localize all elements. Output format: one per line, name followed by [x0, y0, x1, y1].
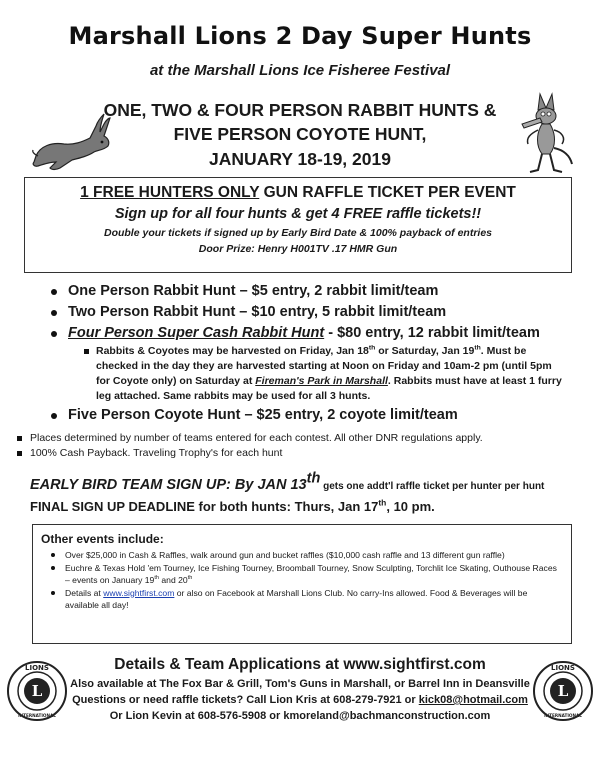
hunt-list [48, 281, 588, 426]
raffle-offer [25, 182, 571, 203]
rules-sup-1: th [368, 344, 376, 352]
early-bird-section [30, 470, 590, 517]
hunt-rules [82, 344, 566, 404]
footer-locations: Also available at The Fox Bar & Grill, Tom's Guns in Marshall, or Barrel Inn in Deansville [70, 678, 530, 690]
lions-logo-top-right: LIONS [551, 664, 575, 672]
raffle-signup-bonus: Sign up for all four hunts & get 4 FREE raffle tickets!! [114, 206, 482, 222]
coyote-icon [510, 90, 580, 176]
headline-line-2: FIVE PERSON COYOTE HUNT, [173, 124, 427, 144]
final-deadline-sup: th [378, 497, 387, 508]
footer-questions-text: Questions or need raffle tickets? Call Lion Kris at 608-279-7921 or [72, 694, 419, 706]
early-bird-line [30, 470, 590, 497]
footer-contact-kevin: Or Lion Kevin at 608-576-5908 or kmoreland@bachmanconstruction.com [109, 710, 491, 722]
footer-email-link[interactable]: kick08@hotmail.com [418, 694, 528, 706]
hunt-four-person-details: - $80 entry, 12 rabbit limit/team [324, 325, 540, 341]
rules-text-b: or Saturday, Jan 19 [375, 345, 475, 357]
early-bird-lead: EARLY BIRD TEAM SIGN UP: By JAN 13 [30, 477, 307, 493]
final-deadline-b: , 10 pm. [386, 499, 435, 514]
final-deadline-a: FINAL SIGN UP DEADLINE for both hunts: Thurs, Jan 17 [30, 499, 379, 514]
footer [0, 654, 600, 724]
final-deadline-line [30, 497, 590, 517]
event-cash-raffles: Over $25,000 in Cash & Raffles, walk around gun and bucket raffles ($10,000 cash raffle and 13 different gun raffle) [41, 549, 563, 562]
raffle-offer-rest: GUN RAFFLE TICKET PER EVENT [259, 184, 516, 201]
door-prize: Door Prize: Henry H001TV .17 HMR Gun [198, 243, 398, 255]
headline-line-3: JANUARY 18-19, 2019 [209, 149, 391, 169]
flyer-title: Marshall Lions 2 Day Super Hunts [68, 22, 532, 50]
other-events-title: Other events include: [41, 532, 164, 546]
footer-title: Details & Team Applications at www.sightfirst.com [114, 656, 486, 673]
rules-text-c: . Must be checked in the day they are harvested starting at Noon on Friday and 10am-2 pm (until 5pm for Coyote only) on Saturday at [96, 345, 552, 387]
notes-list [14, 431, 584, 461]
rules-text-a: Rabbits & Coyotes may be harvested on Friday, Jan 18 [96, 345, 369, 357]
event-tourneys-and: and 20 [159, 575, 188, 585]
event-tourneys-text: Euchre & Texas Hold 'em Tourney, Ice Fishing Tourney, Broomball Tourney, Snow Sculpting, Torchlit Ice Skating, Outhouse Races – events on January 19 [65, 562, 557, 585]
rules-place: Fireman's Park in Marshall [255, 375, 388, 387]
raffle-box [24, 177, 572, 273]
other-events-box [32, 524, 572, 644]
footer-questions [0, 692, 600, 708]
hunt-two-person: Two Person Rabbit Hunt – $10 entry, 5 rabbit limit/team [48, 302, 588, 323]
hunt-four-person-name: Four Person Super Cash Rabbit Hunt [68, 325, 325, 341]
lions-logo-bottom-left: INTERNATIONAL [18, 713, 56, 718]
event-tourneys-sup-1: th [154, 575, 159, 582]
hunt-one-person: One Person Rabbit Hunt – $5 entry, 2 rabbit limit/team [48, 281, 588, 302]
early-bird-sup: th [306, 470, 321, 487]
lions-logo-letter-left: L [31, 682, 43, 700]
event-details-b: or also on Facebook at Marshall Lions Club. No carry-Ins allowed. Food & Beverages will be available all day! [65, 587, 528, 610]
event-details-link[interactable]: www.sightfirst.com [103, 587, 175, 598]
rabbit-icon [30, 112, 122, 174]
lions-logo-top-left: LIONS [25, 664, 49, 672]
hunt-coyote: Five Person Coyote Hunt – $25 entry, 2 coyote limit/team [48, 405, 588, 426]
note-payback: 100% Cash Payback. Traveling Trophy's for each hunt [14, 446, 584, 461]
lions-logo-letter-right: L [557, 682, 569, 700]
lions-logo-bottom-right: INTERNATIONAL [544, 713, 582, 718]
headline-line-1: ONE, TWO & FOUR PERSON RABBIT HUNTS & [103, 100, 497, 120]
raffle-offer-underlined: 1 FREE HUNTERS ONLY [80, 184, 260, 201]
event-tourneys [41, 562, 563, 587]
early-bird-bonus: gets one addt'l raffle ticket per hunter per hunt [320, 481, 545, 492]
flyer-subtitle: at the Marshall Lions Ice Fisheree Festival [149, 62, 451, 79]
event-details-a: Details at [65, 587, 104, 598]
event-tourneys-sup-2: th [187, 575, 193, 582]
note-places: Places determined by number of teams entered for each contest. All other DNR regulations apply. [14, 431, 584, 446]
rules-text-d: . Rabbits must have at least 1 furry leg attached. Same rabbits may be used for all 3 hunts. [96, 375, 562, 402]
hunt-four-person [48, 323, 588, 344]
event-details [41, 587, 563, 612]
rules-sup-2: th [474, 344, 481, 352]
raffle-double-tickets: Double your tickets if signed up by Early Bird Date & 100% payback of entries [103, 227, 493, 239]
